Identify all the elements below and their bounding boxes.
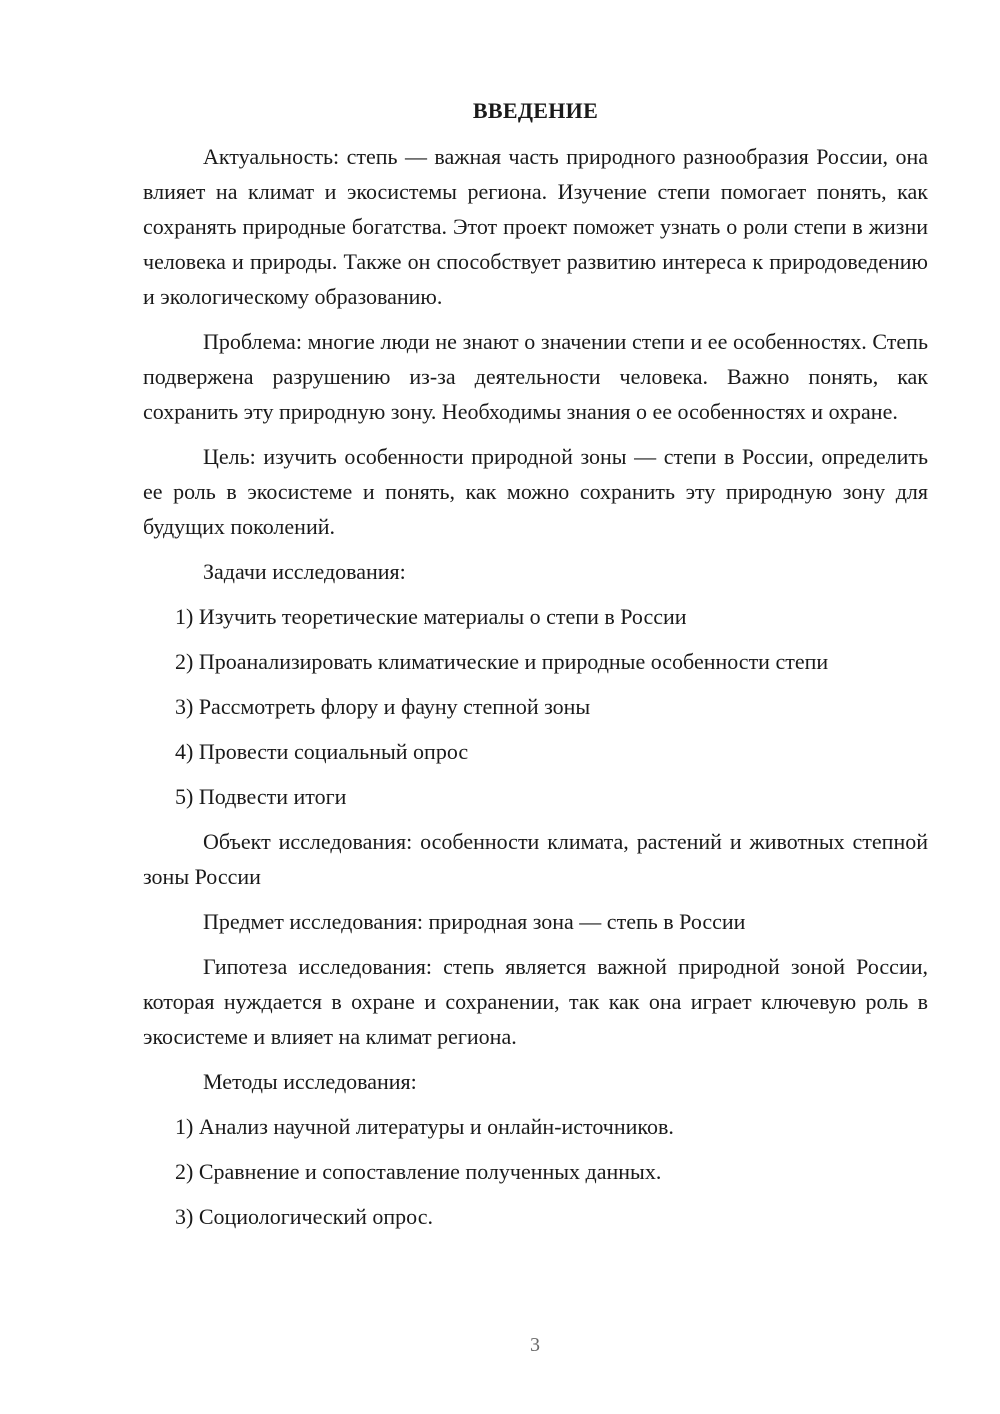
- list-item: 2) Сравнение и сопоставление полученных данных.: [175, 1159, 662, 1184]
- page-number: 3: [530, 1334, 540, 1356]
- goal-paragraph: Цель: изучить особенности природной зоны — степи в России, определить ее роль в экосистеме и понять, как можно сохранить эту природную зону для будущих поколений.: [143, 444, 928, 539]
- list-item: 3) Рассмотреть флору и фауну степной зоны: [175, 694, 591, 719]
- subject-paragraph: Предмет исследования: природная зона — степь в России: [203, 909, 746, 934]
- methods-list: [143, 1109, 928, 1234]
- relevance-paragraph: Актуальность: степь — важная часть природного разнообразия России, она влияет на климат и экосистемы региона. Изучение степи помогает понять, как сохранять природные богатства. Этот проект поможет узнать о роли степи в жизни человека и природы. Также он способствует развитию интереса к природоведению и экологическому образованию.: [143, 144, 928, 309]
- hypothesis-paragraph: Гипотеза исследования: степь является важной природной зоной России, которая нуждается в охране и сохранении, так как она играет ключевую роль в экосистеме и влияет на климат региона.: [143, 954, 928, 1049]
- document-page: [143, 95, 928, 1244]
- list-item: 3) Социологический опрос.: [175, 1204, 433, 1229]
- list-item: 1) Анализ научной литературы и онлайн-источников.: [175, 1114, 674, 1139]
- list-item: 1) Изучить теоретические материалы о степи в России: [175, 604, 687, 629]
- problem-paragraph: Проблема: многие люди не знают о значении степи и ее особенностях. Степь подвержена разрушению из-за деятельности человека. Важно понять, как сохранить эту природную зону. Необходимы знания о ее особенностях и охране.: [143, 329, 928, 424]
- object-paragraph: Объект исследования: особенности климата, растений и животных степной зоны России: [143, 829, 928, 889]
- list-item: 2) Проанализировать климатические и природные особенности степи: [175, 649, 829, 674]
- list-item: 4) Провести социальный опрос: [175, 739, 469, 764]
- page-title: ВВЕДЕНИЕ: [472, 98, 599, 123]
- tasks-heading: Задачи исследования:: [203, 559, 406, 584]
- methods-heading: Методы исследования:: [203, 1069, 417, 1094]
- list-item: 5) Подвести итоги: [175, 784, 347, 809]
- tasks-list: [143, 599, 928, 814]
